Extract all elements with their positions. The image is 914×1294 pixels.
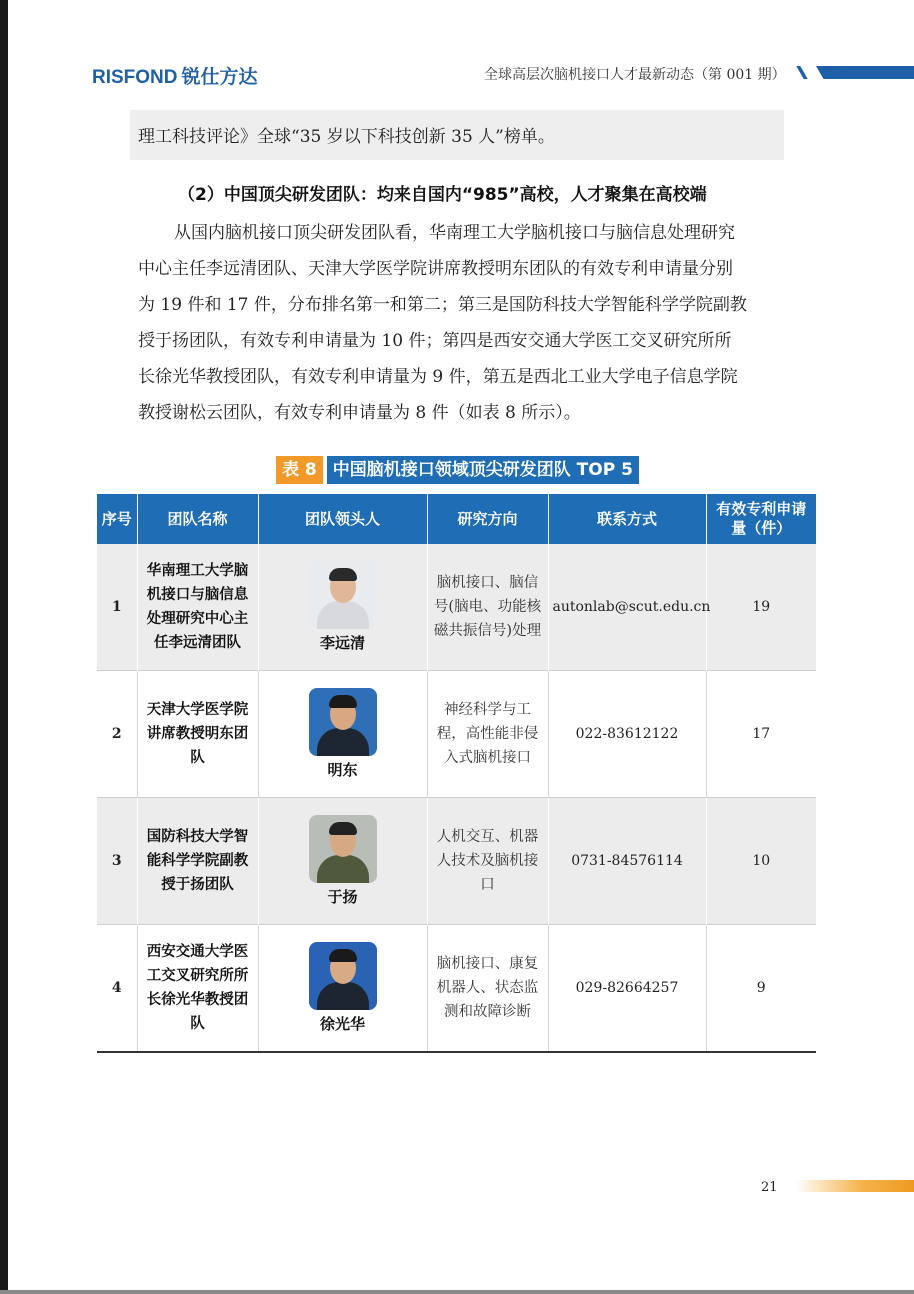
table-row [97, 544, 816, 671]
leader-name: 李远清 [319, 634, 365, 652]
row-index: 3 [97, 798, 137, 925]
row-index: 2 [97, 671, 137, 798]
row-contact: 022-83612122 [548, 671, 706, 798]
table-row [97, 925, 816, 1053]
paragraph-line: 为 19 件和 17 件，分布排名第一和第二；第三是国防科技大学智能科学学院副教 [138, 295, 747, 315]
header-title: 全球高层次脑机接口人才最新动态（第 001 期） [484, 67, 786, 83]
row-leader [258, 544, 427, 671]
row-patent-count: 9 [706, 925, 816, 1053]
row-team-name: 西安交通大学医工交叉研究所所长徐光华教授团队 [137, 925, 258, 1053]
paragraph-line: 教授谢松云团队，有效专利申请量为 8 件（如表 8 所示）。 [138, 403, 581, 423]
leader-photo [309, 561, 377, 629]
row-index: 1 [97, 544, 137, 671]
quote-box [130, 110, 784, 160]
header-stripe-accent [796, 66, 808, 79]
page-number: 21 [761, 1180, 778, 1195]
row-patent-count: 10 [706, 798, 816, 925]
row-contact: autonlab@scut.edu.cn [548, 544, 706, 671]
header-team-name: 团队名称 [137, 494, 258, 544]
row-team-name: 华南理工大学脑机接口与脑信息处理研究中心主任李远清团队 [137, 544, 258, 671]
risfond-logo: RISFOND 锐仕方达 [92, 67, 258, 88]
header-index: 序号 [97, 494, 137, 544]
table-row [97, 671, 816, 798]
leader-photo [309, 815, 377, 883]
table-header-row [97, 494, 816, 544]
row-contact: 029-82664257 [548, 925, 706, 1053]
header-contact: 联系方式 [548, 494, 706, 544]
row-research-direction: 脑机接口、脑信号(脑电、功能核磁共振信号)处理 [427, 544, 548, 671]
footer-stripe [796, 1180, 914, 1192]
table-caption-title: 中国脑机接口领域顶尖研发团队 TOP 5 [327, 456, 639, 484]
leader-photo [309, 942, 377, 1010]
header-team-leader: 团队领头人 [258, 494, 427, 544]
quote-text: 理工科技评论》全球“35 岁以下科技创新 35 人”榜单。 [138, 127, 555, 147]
table-caption-number: 表 8 [276, 456, 323, 484]
leader-name: 明东 [327, 761, 358, 779]
row-contact: 0731-84576114 [548, 798, 706, 925]
table-caption [276, 456, 639, 484]
row-patent-count: 19 [706, 544, 816, 671]
row-team-name: 天津大学医学院讲席教授明东团队 [137, 671, 258, 798]
leader-name: 于扬 [327, 888, 358, 906]
paragraph-line: 中心主任李远清团队、天津大学医学院讲席教授明东团队的有效专利申请量分别 [138, 259, 733, 279]
top-teams-table [97, 494, 816, 1053]
header-patent-count: 有效专利申请量（件） [706, 494, 816, 544]
paragraph-line: 从国内脑机接口顶尖研发团队看，华南理工大学脑机接口与脑信息处理研究 [174, 223, 735, 243]
table-row [97, 798, 816, 925]
paragraph-line: 长徐光华教授团队，有效专利申请量为 9 件，第五是西北工业大学电子信息学院 [138, 367, 738, 387]
row-team-name: 国防科技大学智能科学学院副教授于扬团队 [137, 798, 258, 925]
row-leader [258, 925, 427, 1053]
header-stripe [816, 66, 914, 79]
paragraph-line: 授于扬团队，有效专利申请量为 10 件；第四是西安交通大学医工交叉研究所所 [138, 331, 732, 351]
bottom-edge-bar [0, 1290, 914, 1294]
row-research-direction: 脑机接口、康复机器人、状态监测和故障诊断 [427, 925, 548, 1053]
section-heading: （2）中国顶尖研发团队：均来自国内“985”高校，人才聚集在高校端 [178, 185, 707, 205]
row-research-direction: 神经科学与工程，高性能非侵入式脑机接口 [427, 671, 548, 798]
row-research-direction: 人机交互、机器人技术及脑机接口 [427, 798, 548, 925]
row-leader [258, 798, 427, 925]
left-edge-bar [0, 0, 8, 1294]
row-patent-count: 17 [706, 671, 816, 798]
header-research-direction: 研究方向 [427, 494, 548, 544]
row-leader [258, 671, 427, 798]
row-index: 4 [97, 925, 137, 1053]
leader-photo [309, 688, 377, 756]
leader-name: 徐光华 [319, 1015, 365, 1033]
